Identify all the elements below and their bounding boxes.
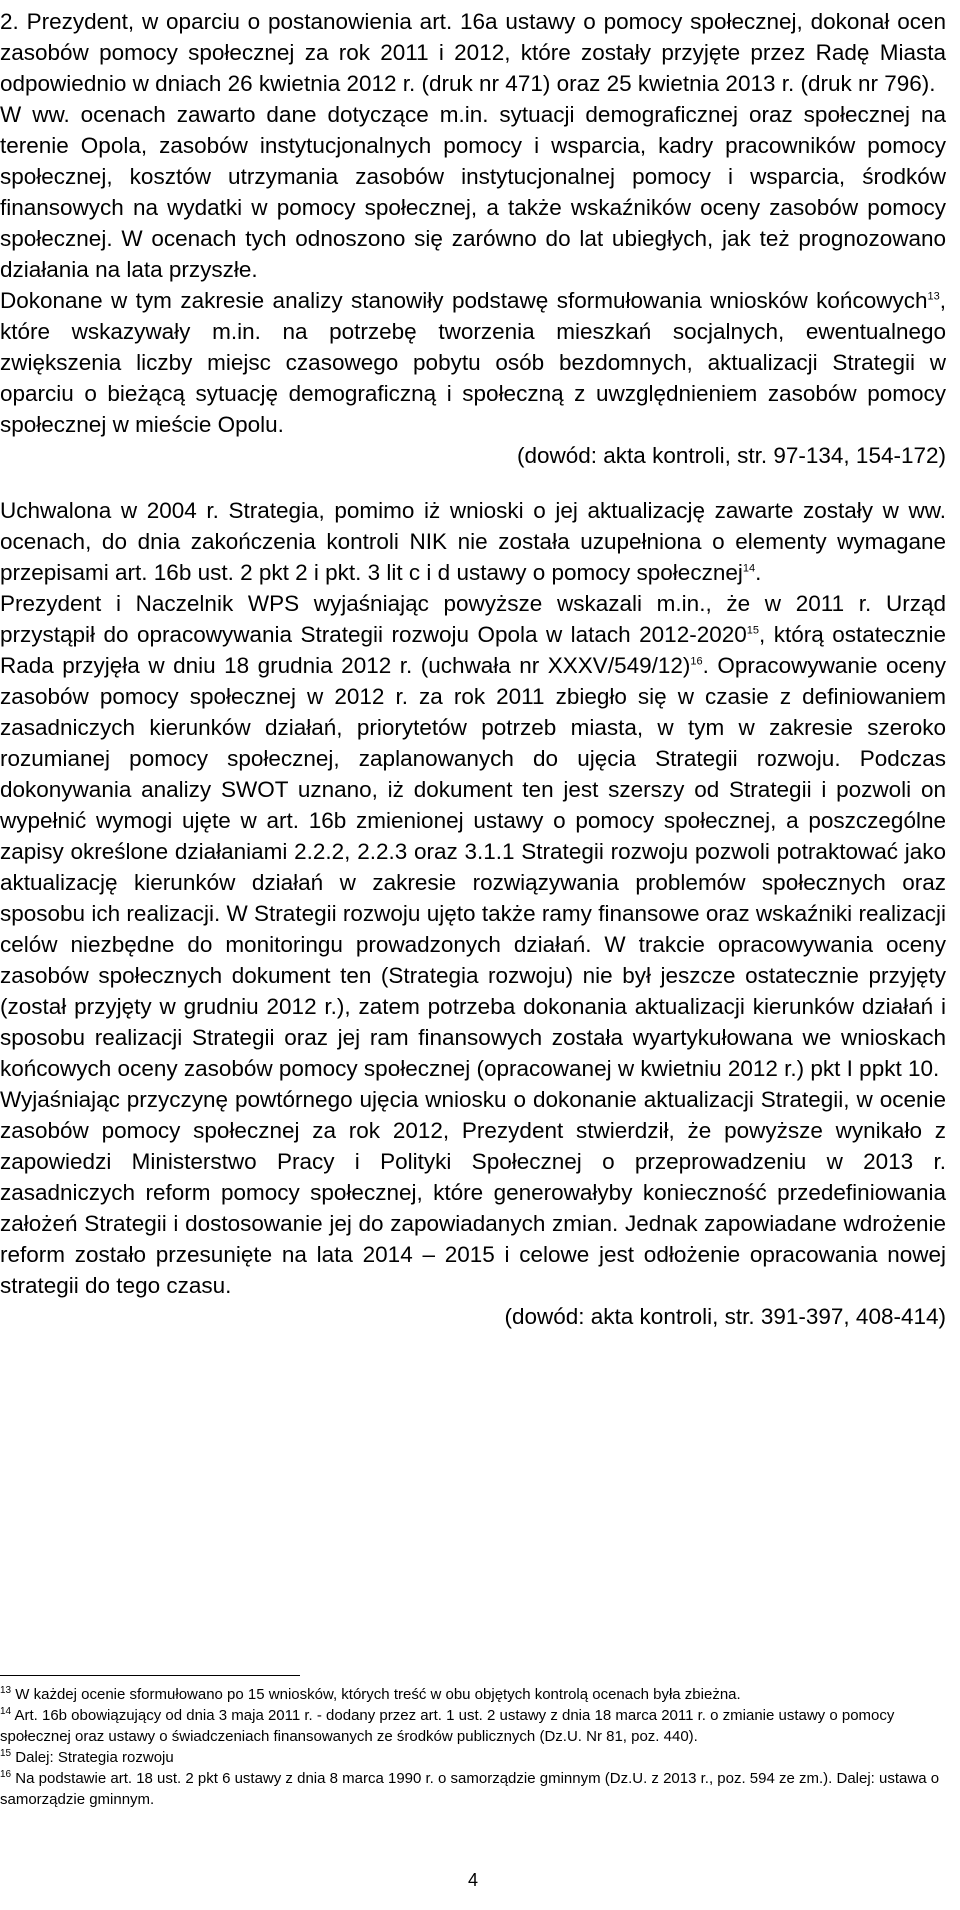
- paragraph-4: [0, 495, 946, 588]
- paragraph-1: 2. Prezydent, w oparciu o postanowienia art. 16a ustawy o pomocy społecznej, dokonał ocen zasobów pomocy społecznej za rok 2011 i 2012, które zostały przyjęte przez Radę Miasta odpowiednio w dniach 26 kwietnia 2012 r. (druk nr 471) oraz 25 kwietnia 2013 r. (druk nr 796).: [0, 9, 946, 96]
- paragraph-4-text: Uchwalona w 2004 r. Strategia, pomimo iż wnioski o jej aktualizację zawarte zostały w ww. ocenach, do dnia zakończenia kontroli NIK nie została uzupełniona o elementy wymagane przepisami art. 16b ust. 2 pkt 2 i pkt. 3 lit c i d ustawy o pomocy społecznej: [0, 498, 946, 585]
- paragraph-5-text-a: Prezydent i Naczelnik WPS wyjaśniając powyższe wskazali m.in., że w 2011 r. Urząd przystąpił do opracowywania Strategii rozwoju Opola w latach 2012-2020: [0, 591, 946, 647]
- paragraph-6: Wyjaśniając przyczynę powtórnego ujęcia wniosku o dokonanie aktualizacji Strategii, w ocenie zasobów pomocy społecznej za rok 2012, Prezydent stwierdził, że powyższe wynikało z zapowiedzi Ministerstwo Pracy i Polityki Społecznej o przeprowadzeniu w 2013 r. zasadniczych reform pomocy społecznej, które generowałyby konieczność przedefiniowania założeń Strategii i dostosowanie jej do zapowiadanych zmian. Jednak zapowiadane wdrożenie reform zostało przesunięte na lata 2014 – 2015 i celowe jest odłożenie opracowania nowej strategii do tego czasu.: [0, 1087, 946, 1298]
- page-number: 4: [467, 1870, 478, 1890]
- footnote: [0, 1768, 946, 1810]
- paragraph-5-text-c: . Opracowywanie oceny zasobów pomocy społecznej w 2012 r. za rok 2011 zbiegło się w czasie z definiowaniem zasadniczych kierunków działań, priorytetów potrzeb miasta, w tym w zakresie szeroko rozumianej pomocy społecznej, zaplanowanych do ujęcia Strategii rozwoju. Podczas dokonywania analizy SWOT uznano, iż dokument ten jest szerszy od Strategii i pozwoli on wypełnić wymogi ujęte w art. 16b zmienionej ustawy o pomocy społecznej, a poszczególne zapisy określone działaniami 2.2.2, 2.2.3 oraz 3.1.1 Strategii rozwoju pozwoli potraktować jako aktualizację kierunków działań w zakresie rozwiązywania problemów społecznych oraz sposobu ich realizacji. W Strategii rozwoju ujęto także ramy finansowe oraz wskaźniki realizacji celów niezbędne do monitoringu prowadzonych działań. W trakcie opracowywania oceny zasobów społecznych dokument ten (Strategia rozwoju) nie był jeszcze ostatecznie przyjęty (został przyjęty w grudniu 2012 r.), zatem potrzeba dokonania aktualizacji kierunków działań i sposobu realizacji Strategii oraz jej ram finansowych została wyartykułowana we wnioskach końcowych oceny zasobów pomocy społecznej (opracowanej w kwietniu 2012 r.) pkt I ppkt 10.: [0, 653, 947, 1081]
- footnote-number: 15: [0, 1748, 12, 1759]
- evidence-citation-1: (dowód: akta kontroli, str. 97-134, 154-172): [517, 443, 946, 468]
- footnote-number: 14: [0, 1706, 12, 1717]
- paragraph-5: [0, 588, 946, 1084]
- footnote-number: 13: [0, 1685, 12, 1696]
- footnotes: [0, 1684, 946, 1810]
- footnote-ref-13: 13: [927, 290, 940, 303]
- footnote-separator: [0, 1675, 300, 1676]
- footnote: [0, 1684, 946, 1705]
- footnote-number: 16: [0, 1769, 12, 1780]
- paragraph-2: W ww. ocenach zawarto dane dotyczące m.in. sytuacji demograficznej oraz społecznej na terenie Opola, zasobów instytucjonalnych pomocy i wsparcia, kadry pracowników pomocy społecznej, kosztów utrzymania zasobów instytucjonalnej pomocy i wsparcia, środków finansowych na wydatki w pomocy społecznej, a także wskaźników oceny zasobów pomocy społecznej. W ocenach tych odnoszono się zarówno do lat ubiegłych, jak też prognozowano działania na lata przyszłe.: [0, 102, 946, 282]
- paragraph-4-end: .: [755, 560, 762, 585]
- footnote-ref-14: 14: [742, 562, 756, 575]
- footnote: [0, 1705, 946, 1747]
- paragraph-3-text-b: , które wskazywały m.in. na potrzebę tworzenia mieszkań socjalnych, ewentualnego zwiększenia liczby miejsc czasowego pobytu osób bezdomnych, aktualizacji Strategii w oparciu o bieżącą sytuację demograficzną i społeczną z uwzględnieniem zasobów pomocy społecznej w mieście Opolu.: [0, 288, 946, 437]
- paragraph-3: [0, 285, 946, 440]
- footnote-ref-16: 16: [690, 655, 703, 668]
- footnote-text: Art. 16b obowiązujący od dnia 3 maja 2011 r. - dodany przez art. 1 ust. 2 ustawy z dnia 18 marca 2011 r. o zmianie ustawy o pomocy społecznej oraz ustawy o świadczeniach finansowanych ze środków publicznych (Dz.U. Nr 81, poz. 440).: [0, 1707, 895, 1745]
- footnote-text: Dalej: Strategia rozwoju: [15, 1749, 174, 1766]
- footnote: [0, 1747, 946, 1768]
- footnote-text: W każdej ocenie sformułowano po 15 wniosków, których treść w obu objętych kontrolą ocenach była zbieżna.: [15, 1686, 741, 1703]
- footnote-ref-15: 15: [746, 624, 760, 637]
- paragraph-3-text-a: Dokonane w tym zakresie analizy stanowiły podstawę sformułowania wniosków końcowych: [0, 288, 928, 313]
- evidence-citation-2: (dowód: akta kontroli, str. 391-397, 408-414): [504, 1304, 946, 1329]
- main-text: [0, 6, 946, 1332]
- footnote-text: Na podstawie art. 18 ust. 2 pkt 6 ustawy z dnia 8 marca 1990 r. o samorządzie gminnym (Dz.U. z 2013 r., poz. 594 ze zm.). Dalej: ustawa o samorządzie gminnym.: [0, 1770, 940, 1808]
- paragraph-gap: [0, 471, 946, 495]
- paragraph-5-text-b: , którą ostatecznie Rada przyjęła w dniu 18 grudnia 2012 r. (uchwała nr XXXV/549/12): [0, 622, 947, 678]
